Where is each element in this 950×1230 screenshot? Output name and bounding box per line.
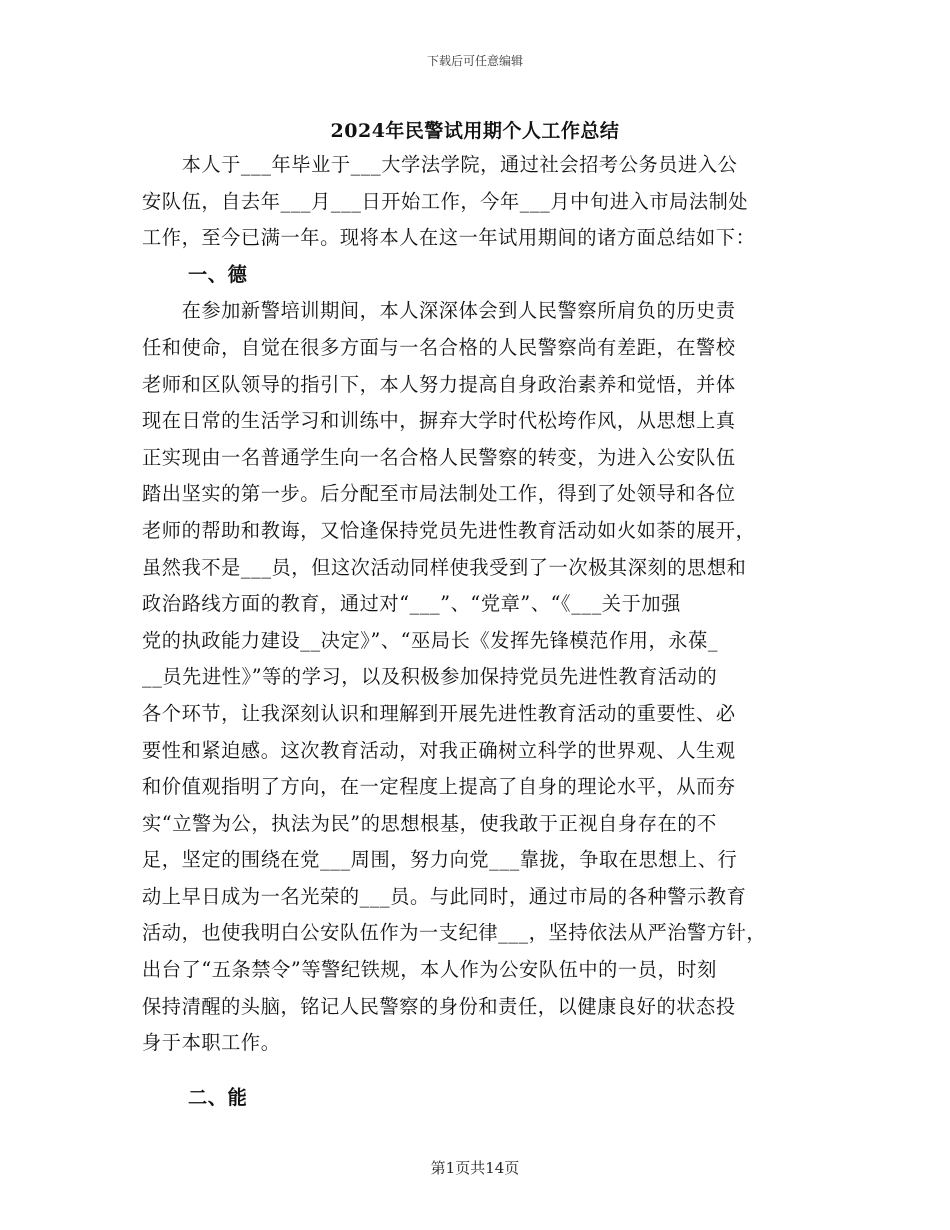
body-line: 工作，至今已满一年。现将本人在这一年试用期间的诸方面总结如下： — [142, 226, 756, 250]
body-line: 老师和区队领导的指引下，本人努力提高自身政治素养和觉悟，并体 — [142, 372, 736, 396]
page-number: 第1页共14页 — [430, 1159, 520, 1177]
body-line: 党的执政能力建设__决定》”、“巫局长《发挥先锋模范作用，永葆_ — [142, 628, 719, 652]
body-line: 正实现由一名普通学生向一名合格人民警察的转变，为进入公安队伍 — [142, 445, 736, 469]
body-line: 本人于___年毕业于___大学法学院，通过社会招考公务员进入公 — [142, 153, 738, 176]
body-line: 活动，也使我明白公安队伍作为一支纪律___，坚持依法从严治警方针， — [142, 921, 767, 945]
page-header: 下载后可任意编辑 — [426, 54, 523, 68]
body-line: 虽然我不是___员，但这次活动同样使我受到了一次极其深刻的思想和 — [142, 555, 747, 579]
body-line: 要性和紧迫感。这次教育活动，对我正确树立科学的世界观、人生观 — [142, 738, 736, 762]
paragraph-gap — [142, 1062, 810, 1080]
body-line: 动上早日成为一名光荣的___员。与此同时，通过市局的各种警示教育 — [142, 884, 747, 908]
body-line: 出台了“五条禁令”等警纪铁规，本人作为公安队伍中的一员，时刻 — [142, 958, 717, 982]
body-line: 在参加新警培训期间，本人深深体会到人民警察所肩负的历史责 — [142, 299, 736, 323]
body-line: 踏出坚实的第一步。后分配至市局法制处工作，得到了处领导和各位 — [142, 482, 736, 506]
body-line: 任和使命，自觉在很多方面与一名合格的人民警察尚有差距，在警校 — [142, 335, 736, 359]
body-line: 安队伍，自去年___月___日开始工作，今年___月中旬进入市局法制处 — [142, 189, 749, 213]
body-line: 足，坚定的围绕在党___周围，努力向党___靠拢，争取在思想上、行 — [142, 848, 738, 872]
body-line: 各个环节，让我深刻认识和理解到开展先进性教育活动的重要性、必 — [142, 701, 736, 725]
body-line: 保持清醒的头脑，铭记人民警察的身份和责任，以健康良好的状态投 — [142, 994, 736, 1018]
section-heading-neng: 二、能 — [188, 1085, 248, 1109]
body-line: 老师的帮助和教诲，又恰逢保持党员先进性教育活动如火如荼的展开， — [142, 518, 756, 542]
body-line: __员先进性》”等的学习，以及积极参加保持党员先进性教育活动的 — [142, 665, 718, 689]
document-body — [142, 147, 810, 1116]
section-heading-de: 一、德 — [188, 262, 248, 286]
body-line: 现在日常的生活学习和训练中，摒弃大学时代松垮作风，从思想上真 — [142, 409, 736, 433]
document-title: 2024年民警试用期个人工作总结 — [330, 120, 620, 142]
body-line: 和价值观指明了方向，在一定程度上提高了自身的理论水平，从而夯 — [142, 775, 736, 799]
body-line: 政治路线方面的教育，通过对“___”、“党章”、“《___关于加强 — [142, 592, 681, 616]
body-line: 身于本职工作。 — [142, 1031, 281, 1055]
body-line: 实“立警为公，执法为民”的思想根基，使我敢于正视自身存在的不 — [142, 811, 717, 835]
